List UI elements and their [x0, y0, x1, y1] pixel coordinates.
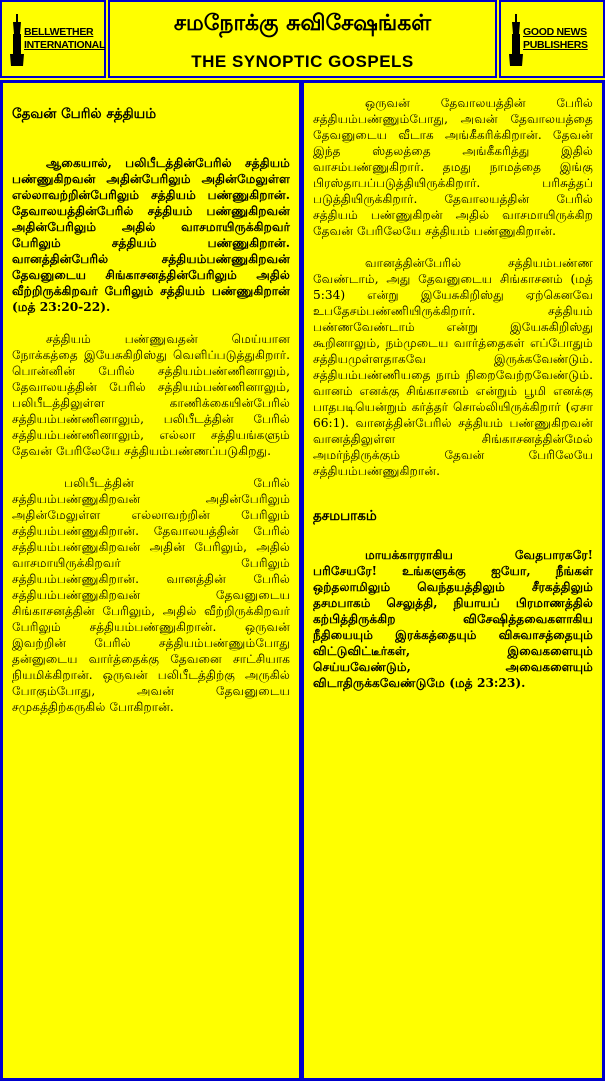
logo-line-1: BELLWETHER: [24, 26, 94, 38]
scripture-quote: ஆகையால், பலிபீடத்தின்பேரில் சத்தியம் பண்ணுகிறவன் அதின்பேரிலும் அதின்மேலுள்ள எல்லாவற்றின்பேரிலும் சத்தியம் பண்ணுகிறான். தேவாலயத்தின்பேரில் சத்தியம் பண்ணுகிறவன் அதின்பேரிலும் அதில் வாசமாயிருக்கிறவர் பேரிலும் சத்தியம் பண்ணுகிறான். வானத்தின்பேரில் சத்தியம்பண்ணுகிறவன் தேவனுடைய சிங்காசனத்தின்பேரிலும் அதில் வீற்றிருக்கிறவர் பேரிலும் சத்தியம் பண்ணுகிறான் (மத் 23:20-22).: [12, 156, 290, 314]
page-header: [0, 0, 605, 80]
publisher-logo-left: [0, 0, 106, 78]
body-paragraph: வானத்தின்பேரில் சத்தியம்பண்ண வேண்டாம், அது தேவனுடைய சிங்காசனம் (மத் 5:34) என்று இயேசுகிறிஸ்து ஏற்கெனவே உபதேசம்பண்ணியிருக்கிறார். சத்தியம் பண்ணவேண்டாம் என்று இயேசுகிறிஸ்து கூறினாலும், நம்முடைய வார்த்தைகள் எப்போதும் சத்தியமுள்ளதாகவே இருக்கவேண்டும். சத்தியம்பண்ணியதை நாம் நிறைவேற்றவேண்டும். வானம் எனக்கு சிங்காசனம் என்றும் பூமி எனக்கு பாதபடியென்றும் கர்த்தர் சொல்லியிருக்கிறார் (ஏசா 66:1). வானத்தின்பேரில் சத்தியம் பண்ணுகிறவன் வானத்திலுள்ள சிங்காசனத்தின்மேல் அமர்ந்திருக்கும் தேவன் பேரிலேயே சத்தியம்பண்ணுகிறான்.: [313, 256, 593, 478]
section-heading: தேவன் பேரில் சத்தியம்: [12, 106, 157, 122]
body-paragraph: சத்தியம் பண்ணுவதன் மெய்யான நோக்கத்தை இயேசுகிறிஸ்து வெளிப்படுத்துகிறார். பொன்னின் பேரில் சத்தியம்பண்ணினாலும், தேவாலயத்தின் பேரில் சத்தியம்பண்ணினாலும், பலிபீடத்திலுள்ள காணிக்கையின்பேரில் சத்தியம்பண்ணினாலும், பலிபீடத்தின் பேரில் சத்தியம்பண்ணினாலும், எல்லா சத்தியங்களும் தேவன் பேரிலேயே சத்தியம்பண்ணப்படுகிறது.: [12, 332, 290, 458]
body-paragraph: ஒருவன் தேவாலயத்தின் பேரில் சத்தியம்பண்ணும்போது, அவன் தேவாலயத்தை தேவனுடைய வீடாக அங்கீகரிக்கிறான். தேவன் இந்த ஸ்தலத்தை அங்கீகரித்து இதில் வாசம்பண்ணுகிறார். தமது நாமத்தை இங்கு பிரஸ்தாபப்படுத்தியிருக்கிறார். பரிசுத்தப் படுத்தியிருக்கிறார். தேவாலயத்தின் பேரில் சத்தியம் பண்ணுகிறன் அதில் வாசமாயிருக்கிற தேவன் பேரிலேயே சத்தியம் பண்ணுகிறான்.: [313, 96, 593, 238]
logo-text-left: [24, 26, 105, 52]
logo-line-1: GOOD NEWS: [523, 26, 587, 38]
page-title-english: THE SYNOPTIC GOSPELS: [191, 52, 414, 71]
bell-tower-icon: [509, 14, 523, 66]
section-heading: தசமபாகம்: [313, 508, 377, 524]
title-box: [108, 0, 497, 78]
bell-tower-icon: [10, 14, 24, 66]
logo-text-right: [523, 26, 588, 52]
right-column: [301, 80, 605, 1081]
logo-line-2: PUBLISHERS: [523, 39, 588, 51]
page-title-tamil: சமநோக்கு சுவிசேஷங்கள்: [173, 10, 432, 36]
publisher-logo-right: [499, 0, 605, 78]
logo-line-2: INTERNATIONAL: [24, 39, 106, 51]
left-column: [0, 80, 302, 1081]
body-paragraph: பலிபீடத்தின் பேரில் சத்தியம்பண்ணுகிறவன் அதின்பேரிலும் அதின்மேலுள்ள எல்லாவற்றின் பேரிலும் சத்தியம்பண்ணுகிறான். தேவாலயத்தின் பேரில் சத்தியம்பண்ணுகிறவன் அதின் பேரிலும், அதில் வாசமாயிருக்கிறவர் பேரிலும் சத்தியம்பண்ணுகிறான். வானத்தின் பேரில் சத்தியம்பண்ணுகிறவன் தேவனுடைய சிங்காசனத்தின் பேரிலும், அதில் வீற்றிருக்கிறவர் பேரிலும் சத்தியம்பண்ணுகிறான். ஒருவன் இவற்றின் பேரில் சத்தியம்பண்ணும்போது தன்னுடைய வார்த்தைக்கு தேவனை சாட்சியாக நியமிக்கிறான். ஒருவன் பலிபீடத்திற்கு அருகில் போகும்போது, அவன் தேவனுடைய சமுகத்திற்கருகில் போகிறான்.: [12, 476, 290, 714]
scripture-quote: மாயக்காரராகிய வேதபாரகரே! பரிசேயரே! உங்களுக்கு ஐயோ, நீங்கள் ஒற்தலாமிலும் வெந்தயத்திலும் சீரகத்திலும் தசமபாகம் செலுத்தி, நியாயப் பிரமாணத்தில் கற்பித்திருக்கிற விசேஷித்தவைகளாகிய நீதியையும் இரக்கத்தையும் விசுவாசத்தையும் விட்டுவிட்டீர்கள், இவைகளையும் செய்யவேண்டும், அவைகளையும் விடாதிருக்கவேண்டுமே (மத் 23:23).: [313, 548, 593, 690]
